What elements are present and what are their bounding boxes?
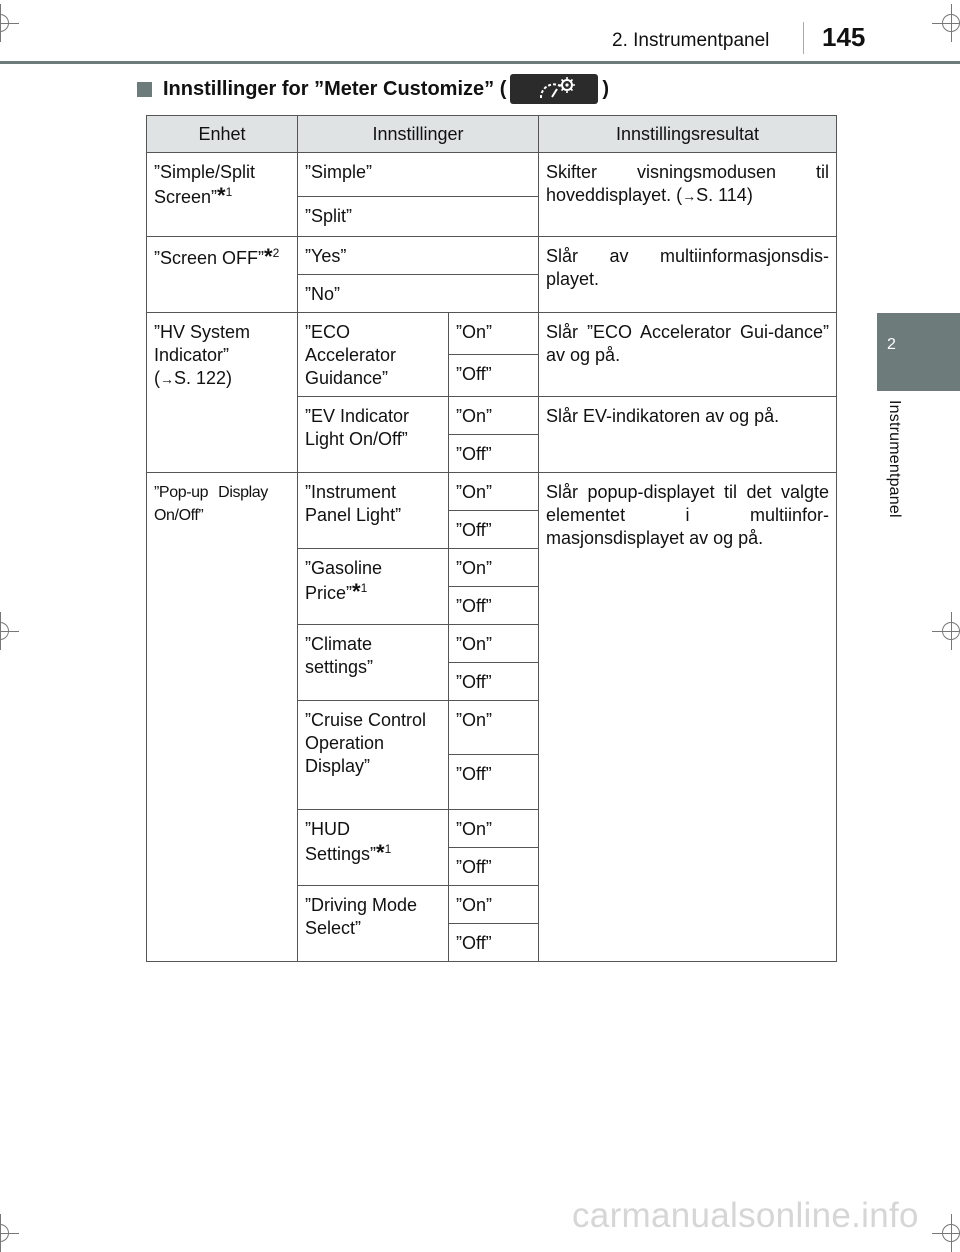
settings-table <box>146 115 837 962</box>
option-cell: ”Split” <box>298 197 539 237</box>
sub-setting-cell: ”HUD Settings”*$^1$ <box>298 810 449 886</box>
option-cell: ”Off” <box>449 924 539 962</box>
option-cell: ”Simple” <box>298 153 539 197</box>
unit-cell: ”Screen OFF”*$^2$ <box>147 237 298 313</box>
option-cell: ”Off” <box>449 663 539 701</box>
option-cell: ”On” <box>449 473 539 511</box>
table-row <box>147 313 837 355</box>
title-close: ) <box>602 77 610 100</box>
chapter-tab-number: 2 <box>887 336 896 353</box>
asterisk: * <box>376 840 385 865</box>
sub-setting-cell: ”Instrument Panel Light” <box>298 473 449 549</box>
footnote-ref: 1 <box>360 581 368 595</box>
table-row <box>147 153 837 197</box>
option-cell: ”Off” <box>449 848 539 886</box>
result-cell: Slår EV-indikatoren av og på. <box>539 397 837 473</box>
result-cell: Slår popup-displayet til det valgte elementet i multiinfor-masjonsdisplayet av og på. <box>539 473 837 962</box>
unit-cell: ”HV System Indicator” (→S. 122) <box>147 313 298 473</box>
section-title <box>137 72 609 106</box>
sub-setting-cell: ”Gasoline Price”*$^1$ <box>298 549 449 625</box>
asterisk: * <box>217 183 226 208</box>
option-cell: ”Off” <box>449 355 539 397</box>
option-cell: ”Off” <box>449 587 539 625</box>
table-header-row <box>147 116 837 153</box>
watermark: carmanualsonline.info <box>572 1196 919 1235</box>
result-cell: Slår ”ECO Accelerator Gui-dance” av og på. <box>539 313 837 397</box>
sub-setting-cell: ”Driving Mode Select” <box>298 886 449 962</box>
option-cell: ”On” <box>449 810 539 848</box>
option-cell: ”On” <box>449 701 539 755</box>
arrow-icon: → <box>160 371 174 387</box>
sub-setting-cell: ”ECO Accelerator Guidance” <box>298 313 449 397</box>
footnote-ref: 2 <box>272 246 280 260</box>
header-result: Innstillingsresultat <box>539 116 837 153</box>
option-cell: ”On” <box>449 397 539 435</box>
arrow-icon: → <box>682 188 697 204</box>
unit-cell: ”Pop-up Display On/Off” <box>147 473 298 962</box>
option-cell: ”No” <box>298 275 539 313</box>
sub-setting-cell: ”Climate settings” <box>298 625 449 701</box>
header-unit: Enhet <box>147 116 298 153</box>
option-cell: ”Yes” <box>298 237 539 275</box>
result-cell: Skifter visningsmodusen til hoveddisplayet. (→S. 114) <box>539 153 837 237</box>
header-rule <box>0 61 960 64</box>
option-cell: ”On” <box>449 313 539 355</box>
meter-customize-icon <box>510 74 598 104</box>
table-row <box>147 237 837 275</box>
asterisk: * <box>264 244 273 269</box>
page-number: 145 <box>822 22 866 52</box>
chapter-tab-label: Instrumentpanel <box>886 400 903 518</box>
section-label: 2. Instrumentpanel <box>612 30 770 51</box>
asterisk: * <box>352 579 361 604</box>
table-row <box>147 473 837 511</box>
header-settings: Innstillinger <box>298 116 539 153</box>
footnote-ref: 1 <box>384 842 392 856</box>
sub-setting-cell: ”Cruise Control Operation Display” <box>298 701 449 810</box>
footnote-ref: 1 <box>225 185 233 199</box>
unit-cell: ”Simple/Split Screen”*$^1$ <box>147 153 298 237</box>
option-cell: ”Off” <box>449 755 539 810</box>
option-cell: ”On” <box>449 549 539 587</box>
option-cell: ”Off” <box>449 511 539 549</box>
option-cell: ”Off” <box>449 435 539 473</box>
option-cell: ”On” <box>449 886 539 924</box>
title-text: Innstillinger for ”Meter Customize” ( <box>163 77 507 100</box>
header-divider <box>803 22 804 54</box>
sub-setting-cell: ”EV Indicator Light On/Off” <box>298 397 449 473</box>
option-cell: ”On” <box>449 625 539 663</box>
result-cell: Slår av multiinformasjonsdis-playet. <box>539 237 837 313</box>
title-bullet <box>137 82 152 97</box>
